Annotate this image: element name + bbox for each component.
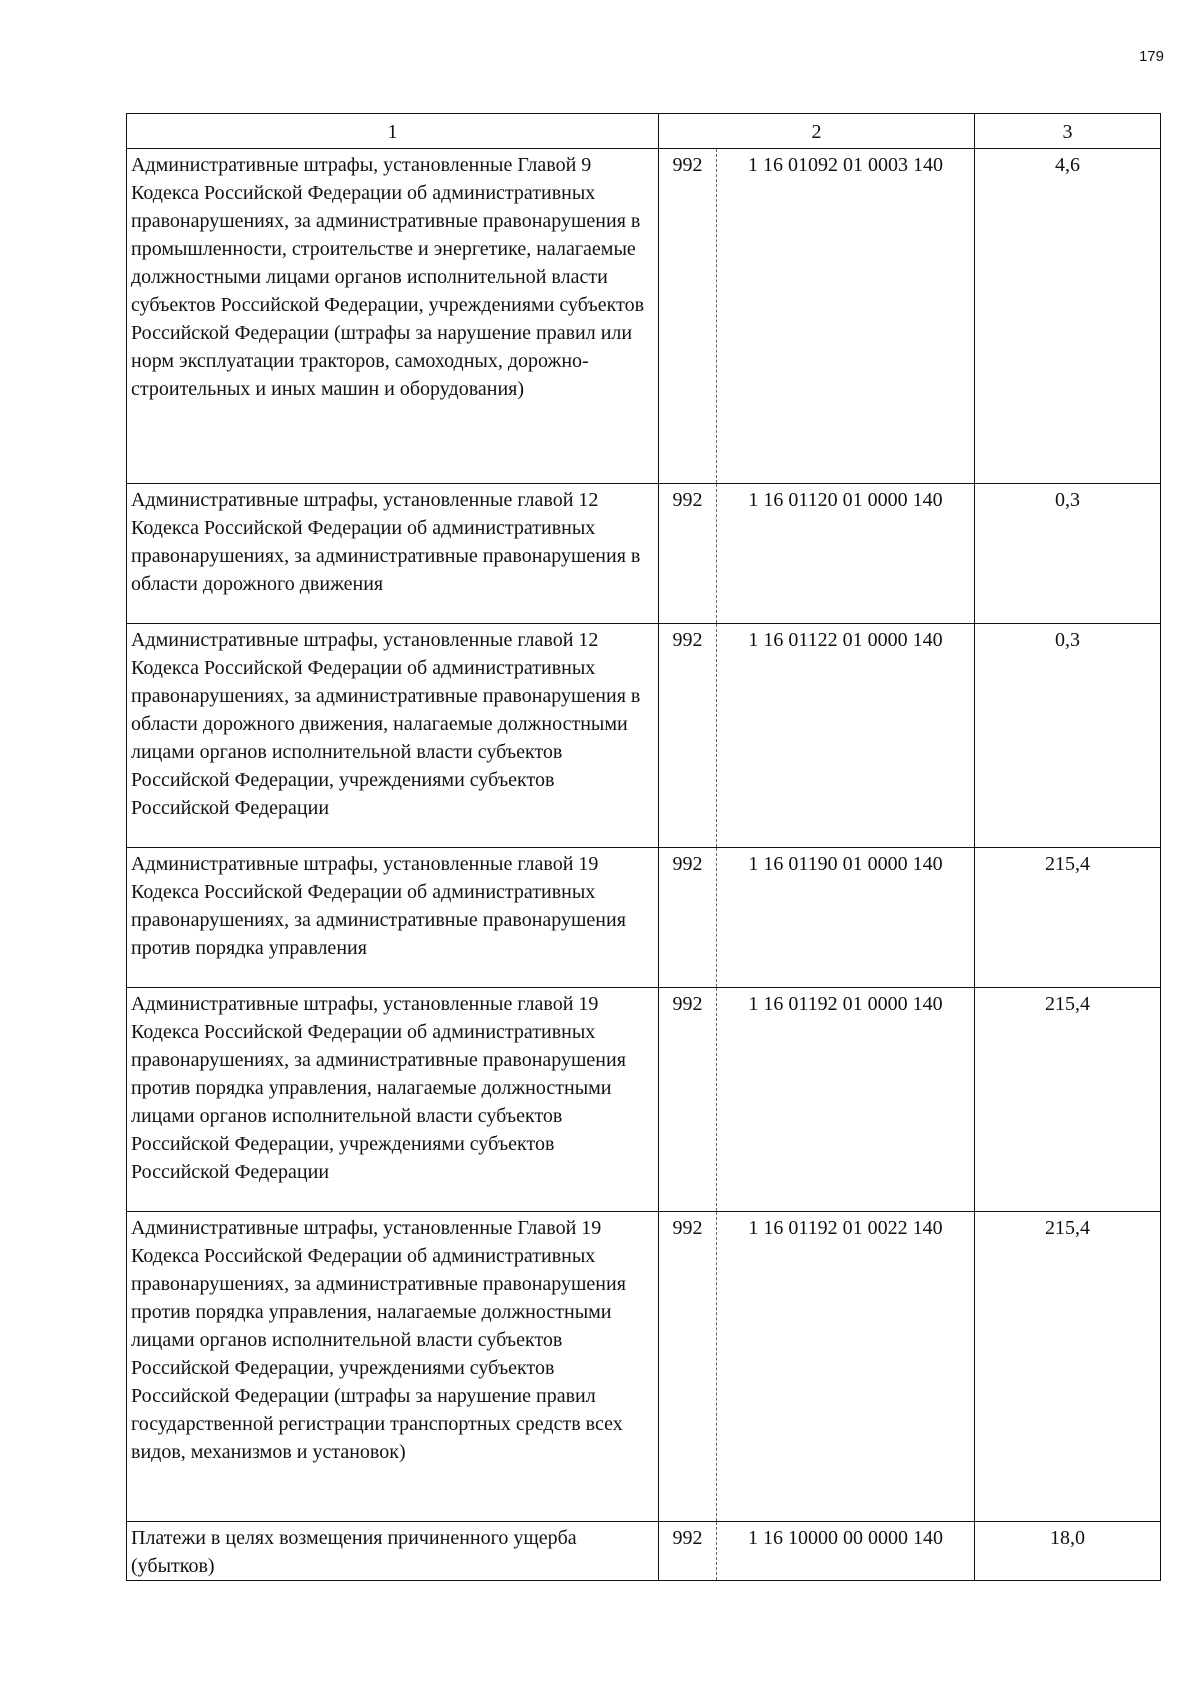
row-kbk-code: 1 16 01120 01 0000 140 <box>717 484 975 624</box>
row-amount: 18,0 <box>975 1522 1161 1581</box>
row-amount: 0,3 <box>975 484 1161 624</box>
row-amount: 4,6 <box>975 149 1161 484</box>
row-amount: 215,4 <box>975 1212 1161 1522</box>
row-admin-code: 992 <box>659 484 717 624</box>
table-row <box>127 848 1161 988</box>
table-row <box>127 988 1161 1212</box>
table-row <box>127 484 1161 624</box>
row-kbk-code: 1 16 01192 01 0022 140 <box>717 1212 975 1522</box>
table-header-row <box>127 114 1161 149</box>
row-kbk-code: 1 16 01092 01 0003 140 <box>717 149 975 484</box>
column-header-2: 2 <box>659 114 975 149</box>
revenue-table <box>126 113 1161 1581</box>
row-admin-code: 992 <box>659 1522 717 1581</box>
table-row <box>127 624 1161 848</box>
row-admin-code: 992 <box>659 149 717 484</box>
row-kbk-code: 1 16 01190 01 0000 140 <box>717 848 975 988</box>
row-description: Платежи в целях возмещения причиненного ущерба (убытков) <box>127 1522 659 1581</box>
row-description: Административные штрафы, установленные Главой 9 Кодекса Российской Федерации об административных правонарушениях, за административные правонарушения в промышленности, строительстве и энергетике, налагаемые должностными лицами органов исполнительной власти субъектов Российской Федерации, учреждениями субъектов Российской Федерации (штрафы за нарушение правил или норм эксплуатации тракторов, самоходных, дорожно-строительных и иных машин и оборудования) <box>127 149 659 484</box>
row-description: Административные штрафы, установленные главой 19 Кодекса Российской Федерации об административных правонарушениях, за административные правонарушения против порядка управления, налагаемые должностными лицами органов исполнительной власти субъектов Российской Федерации, учреждениями субъектов Российской Федерации <box>127 988 659 1212</box>
row-kbk-code: 1 16 01122 01 0000 140 <box>717 624 975 848</box>
table-row <box>127 1522 1161 1581</box>
row-description: Административные штрафы, установленные главой 12 Кодекса Российской Федерации об административных правонарушениях, за административные правонарушения в области дорожного движения <box>127 484 659 624</box>
row-amount: 0,3 <box>975 624 1161 848</box>
table-row <box>127 1212 1161 1522</box>
row-admin-code: 992 <box>659 848 717 988</box>
row-description: Административные штрафы, установленные Главой 19 Кодекса Российской Федерации об административных правонарушениях, за административные правонарушения против порядка управления, налагаемые должностными лицами органов исполнительной власти субъектов Российской Федерации, учреждениями субъектов Российской Федерации (штрафы за нарушение правил государственной регистрации транспортных средств всех видов, механизмов и установок) <box>127 1212 659 1522</box>
page-number: 179 <box>1138 48 1164 65</box>
row-amount: 215,4 <box>975 848 1161 988</box>
row-amount: 215,4 <box>975 988 1161 1212</box>
column-header-1: 1 <box>127 114 659 149</box>
row-admin-code: 992 <box>659 1212 717 1522</box>
column-header-3: 3 <box>975 114 1161 149</box>
row-admin-code: 992 <box>659 988 717 1212</box>
row-admin-code: 992 <box>659 624 717 848</box>
row-kbk-code: 1 16 01192 01 0000 140 <box>717 988 975 1212</box>
table-row <box>127 149 1161 484</box>
row-kbk-code: 1 16 10000 00 0000 140 <box>717 1522 975 1581</box>
row-description: Административные штрафы, установленные главой 12 Кодекса Российской Федерации об административных правонарушениях, за административные правонарушения в области дорожного движения, налагаемые должностными лицами органов исполнительной власти субъектов Российской Федерации, учреждениями субъектов Российской Федерации <box>127 624 659 848</box>
row-description: Административные штрафы, установленные главой 19 Кодекса Российской Федерации об административных правонарушениях, за административные правонарушения против порядка управления <box>127 848 659 988</box>
